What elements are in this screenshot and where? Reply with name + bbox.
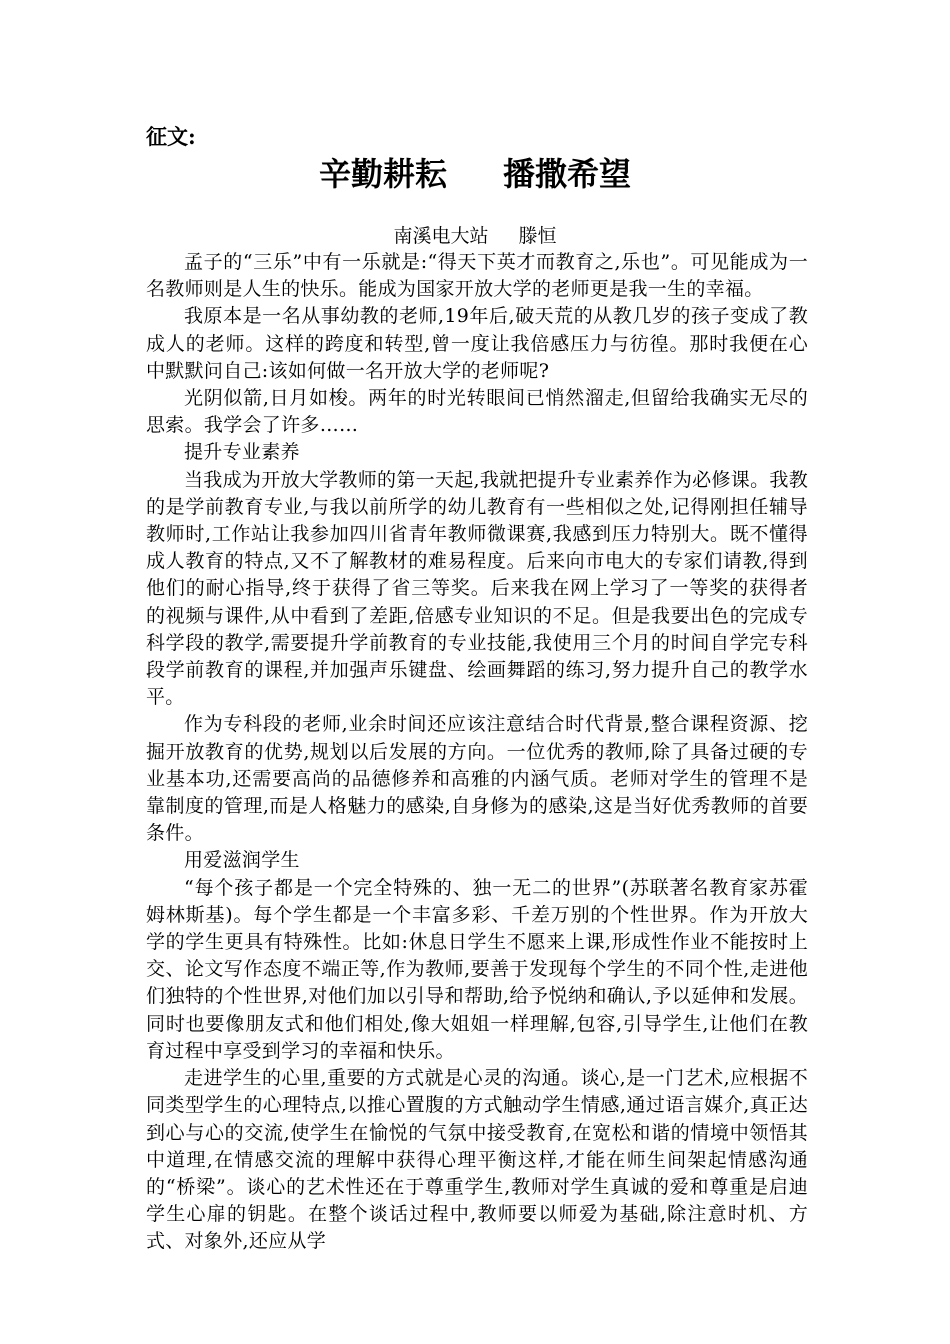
paragraph: 当我成为开放大学教师的第一天起,我就把提升专业素养作为必修课。我教的是学前教育专业,与我以前所学的幼儿教育有一些相似之处,记得刚担任辅导教师时,工作站让我参加四川省青年教师微课赛,我感到压力特别大。既不懂得成人教育的特点,又不了解教材的难易程度。后来向市电大的专家们请教,得到他们的耐心指导,终于获得了省三等奖。后来我在网上学习了一等奖的获得者的视频与课件,从中看到了差距,倍感专业知识的不足。但是我要出色的完成专科学段的教学,需要提升学前教育的专业技能,我使用三个月的时间自学完专科段学前教育的课程,并加强声乐键盘、绘画舞蹈的练习,努力提升自己的教学水平。: [146, 468, 808, 709]
title-part-2: 播撒希望: [503, 155, 632, 193]
paragraph: “每个孩子都是一个完全特殊的、独一无二的世界”(苏联著名教育家苏霍姆林斯基)。每个学生都是一个丰富多彩、千差万别的个性世界。作为开放大学的学生更具有特殊性。比如:休息日学生不愿来上课,形成性作业不能按时上交、论文写作态度不端正等,作为教师,要善于发现每个学生的不同个性,走进他们独特的个性世界,对他们加以引导和帮助,给予悦纳和确认,予以延伸和发展。同时也要像朋友式和他们相处,像大姐姐一样理解,包容,引导学生,让他们在教育过程中享受到学习的幸福和快乐。: [146, 876, 808, 1062]
section-heading: 用爱滋润学生: [184, 849, 300, 872]
section-heading: 提升专业素养: [184, 441, 300, 464]
paragraph: 作为专科段的老师,业余时间还应该注意结合时代背景,整合课程资源、挖掘开放教育的优势,规划以后发展的方向。一位优秀的教师,除了具备过硬的专业基本功,还需要高尚的品德修养和高雅的内涵气质。老师对学生的管理不是靠制度的管理,而是人格魅力的感染,自身修为的感染,这是当好优秀教师的首要条件。: [146, 713, 808, 845]
author-name: 滕恒: [518, 225, 557, 247]
paragraph: 我原本是一名从事幼教的老师,19年后,破天荒的从教几岁的孩子变成了教成人的老师。这样的跨度和转型,曾一度让我倍感压力与彷徨。那时我便在心中默默问自己:该如何做一名开放大学的老师呢?: [146, 305, 808, 382]
paragraph: 走进学生的心里,重要的方式就是心灵的沟通。谈心,是一门艺术,应根据不同类型学生的心理特点,以推心置腹的方式触动学生情感,通过语言媒介,真正达到心与心的交流,使学生在愉悦的气氛中接受教育,在宽松和谐的情境中领悟其中道理,在情感交流的理解中获得心理平衡这样,才能在师生间架起情感沟通的“桥梁”。谈心的艺术性还在于尊重学生,教师对学生真诚的爱和尊重是启迪学生心扉的钥匙。在整个谈话过程中,教师要以师爱为基础,除注意时机、方式、对象外,还应从学: [146, 1067, 808, 1253]
essay-body: [146, 249, 808, 1256]
author-line: [0, 222, 950, 250]
author-organization: 南溪电大站: [393, 225, 489, 247]
paragraph: 孟子的“三乐”中有一乐就是:“得天下英才而教育之,乐也”。可见能成为一名教师则是人生的快乐。能成为国家开放大学的老师更是我一生的幸福。: [146, 251, 808, 301]
essay-title: [0, 152, 950, 196]
title-part-1: 辛勤耕耘: [318, 155, 447, 193]
essay-label: 征文:: [146, 124, 196, 149]
paragraph: 光阴似箭,日月如梭。两年的时光转眼间已悄然溜走,但留给我确实无尽的思索。我学会了许多……: [146, 387, 808, 437]
